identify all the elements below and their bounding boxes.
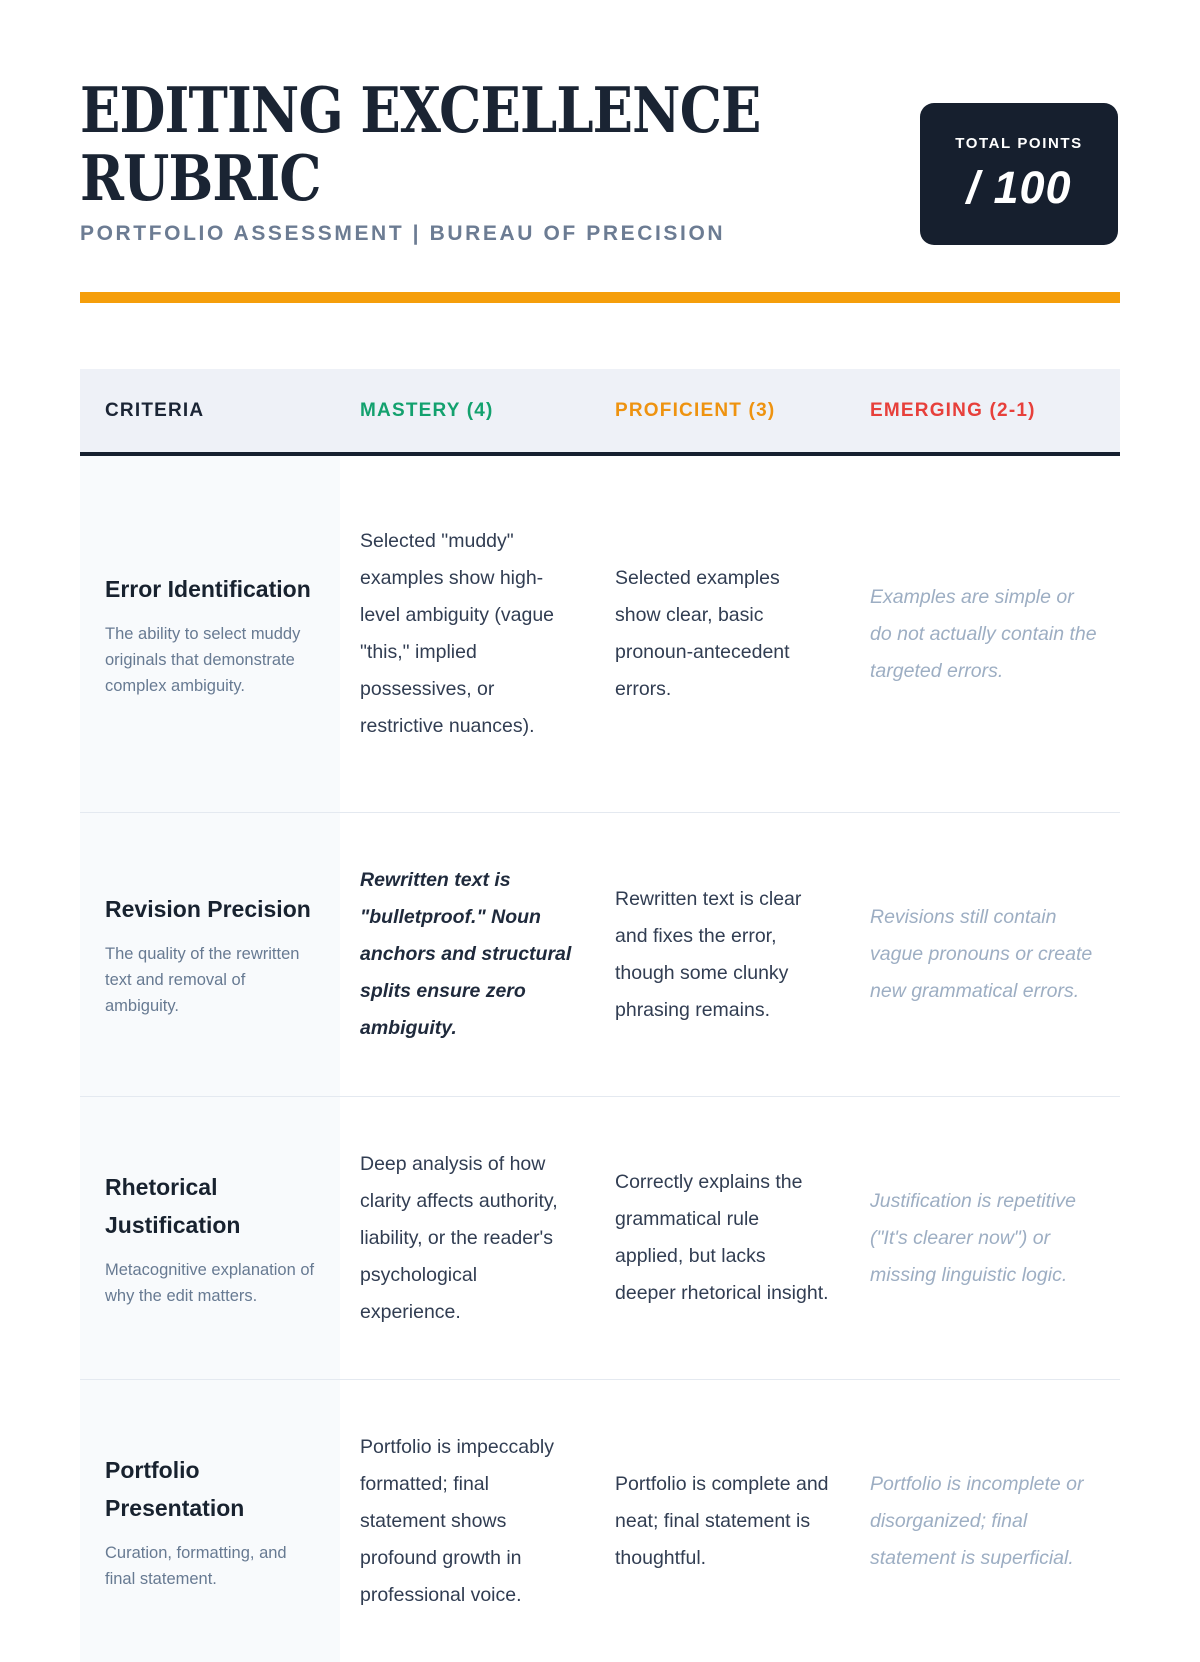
total-points-card	[920, 103, 1118, 245]
page-header	[80, 73, 1120, 246]
total-points-label: TOTAL POINTS	[955, 134, 1083, 152]
criteria-cell	[80, 813, 340, 1096]
accent-divider	[80, 292, 1120, 303]
criteria-cell	[80, 1380, 340, 1662]
criterion-description: Curation, formatting, and final statement.	[105, 1543, 287, 1588]
table-header-row	[80, 369, 1120, 456]
mastery-cell: Rewritten text is "bulletproof." Noun anchors and structural splits ensure zero ambiguity.	[360, 869, 572, 1039]
mastery-cell: Portfolio is impeccably formatted; final statement shows profound growth in professional voice.	[360, 1435, 554, 1606]
column-header-mastery: MASTERY (4)	[360, 399, 494, 421]
proficient-cell: Selected examples show clear, basic pronoun-antecedent errors.	[615, 567, 790, 700]
table-row-rhetorical-justification	[80, 1096, 1120, 1379]
proficient-cell: Rewritten text is clear and fixes the error, though some clunky phrasing remains.	[615, 887, 802, 1021]
column-header-emerging: EMERGING (2-1)	[870, 399, 1036, 421]
table-row-revision-precision	[80, 812, 1120, 1096]
table-row-error-identification	[80, 456, 1120, 812]
criterion-title: Revision Precision	[105, 896, 311, 922]
emerging-cell: Revisions still contain vague pronouns or create new grammatical errors.	[870, 906, 1093, 1002]
emerging-cell: Examples are simple or do not actually contain the targeted errors.	[870, 585, 1097, 682]
proficient-cell: Correctly explains the grammatical rule applied, but lacks deeper rhetorical insight.	[615, 1171, 829, 1304]
column-header-proficient: PROFICIENT (3)	[615, 399, 776, 421]
rubric-table	[80, 369, 1120, 1662]
table-row-portfolio-presentation	[80, 1379, 1120, 1662]
page-subtitle: PORTFOLIO ASSESSMENT | BUREAU OF PRECISION	[80, 222, 726, 245]
criterion-description: The quality of the rewritten text and removal of ambiguity.	[105, 945, 300, 1015]
proficient-cell: Portfolio is complete and neat; final statement is thoughtful.	[615, 1472, 829, 1569]
criterion-title: Error Identification	[105, 575, 311, 602]
criterion-title: Portfolio Presentation	[105, 1456, 245, 1521]
mastery-cell: Selected "muddy" examples show high-level ambiguity (vague "this," implied possessives, or restrictive nuances).	[360, 530, 555, 737]
total-points-value: / 100	[966, 161, 1072, 213]
criterion-title: Rhetorical Justification	[105, 1173, 241, 1238]
column-header-criteria: CRITERIA	[105, 399, 205, 421]
emerging-cell: Portfolio is incomplete or disorganized; final statement is superficial.	[870, 1472, 1084, 1569]
page-title: EDITING EXCELLENCE RUBRIC	[80, 73, 761, 215]
criterion-description: The ability to select muddy originals that demonstrate complex ambiguity.	[105, 624, 301, 695]
criterion-description: Metacognitive explanation of why the edit matters.	[105, 1260, 315, 1305]
criteria-cell	[80, 456, 340, 812]
emerging-cell: Justification is repetitive ("It's clearer now") or missing linguistic logic.	[870, 1189, 1076, 1286]
mastery-cell: Deep analysis of how clarity affects authority, liability, or the reader's psychological experience.	[360, 1152, 558, 1323]
criteria-cell	[80, 1097, 340, 1379]
